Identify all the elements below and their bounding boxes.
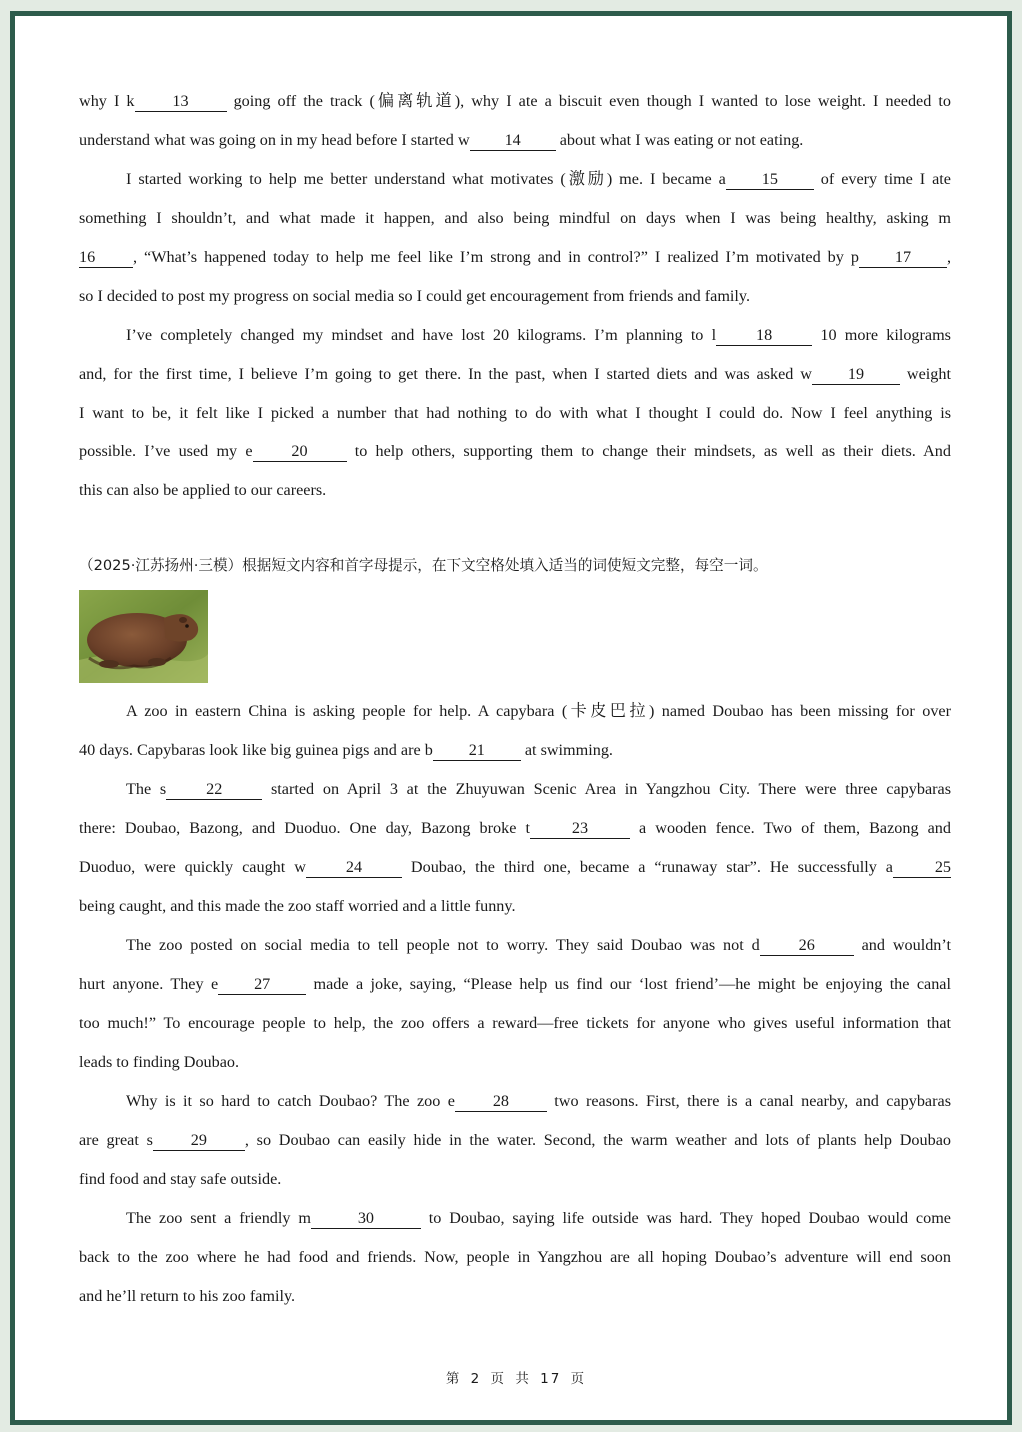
- passage1-line: [126, 167, 951, 191]
- passage2-line: [126, 699, 951, 723]
- text-run: and, for the first time, I believe I’m going to get there. In the past, when I started diets and was asked w: [79, 365, 813, 383]
- text-run: find food and stay safe outside.: [79, 1170, 282, 1188]
- blank-14[interactable]: 14: [470, 131, 556, 151]
- text-run: Why is it so hard to catch Doubao? The zoo e: [126, 1092, 455, 1110]
- text-run: this can also be applied to our careers.: [79, 481, 327, 499]
- passage2-line: [79, 1128, 951, 1152]
- text-run: and wouldn’t: [853, 936, 951, 954]
- text-run: possible. I’ve used my e: [79, 442, 253, 460]
- text-run: started on April 3 at the Zhuyuwan Scenic Area in Yangzhou City. There were three capybaras: [262, 780, 951, 798]
- text-run: I started working to help me better understand what motivates (激励) me. I became a: [126, 170, 726, 188]
- passage1-line: [79, 478, 951, 502]
- text-run: a wooden fence. Two of them, Bazong and: [629, 819, 951, 837]
- text-run: so I decided to post my progress on social media so I could get encouragement from friends and family.: [79, 287, 750, 305]
- text-run: The zoo sent a friendly m: [126, 1209, 311, 1227]
- text-run: going off the track (偏离轨道), why I ate a biscuit even though I wanted to lose weight. I needed to: [226, 92, 951, 110]
- text-run: , “What’s happened today to help me feel like I’m strong and in control?” I realized I’m motivated by p: [133, 248, 859, 266]
- passage2-line: [79, 855, 951, 879]
- text-run: there: Doubao, Bazong, and Duoduo. One day, Bazong broke t: [79, 819, 530, 837]
- passage2-line: [79, 1245, 951, 1269]
- text-run: understand what was going on in my head before I started w: [79, 131, 470, 149]
- text-run: The s: [126, 780, 167, 798]
- blank-13[interactable]: 13: [135, 92, 227, 112]
- text-run: , so Doubao can easily hide in the water. Second, the warm weather and lots of plants help Doubao: [244, 1131, 951, 1149]
- text-run: being caught, and this made the zoo staff worried and a little funny.: [79, 897, 516, 915]
- blank-19[interactable]: 19: [812, 365, 900, 385]
- text-run: I want to be, it felt like I picked a number that had nothing to do with what I thought I could do. Now I feel anything is: [79, 404, 951, 422]
- passage2-line: [79, 1050, 951, 1074]
- text-run: why I k: [79, 92, 135, 110]
- passage1-line: [79, 245, 951, 269]
- text-run: Duoduo, were quickly caught w: [79, 858, 306, 876]
- capybara-photo: [79, 590, 208, 683]
- text-run: ,: [946, 248, 951, 266]
- text-run: to help others, supporting them to change their mindsets, as well as their diets. And: [346, 442, 951, 460]
- passage2-line: [79, 738, 951, 762]
- passage1-line: [79, 284, 951, 308]
- page-number: 第 2 页 共 17 页: [445, 1371, 587, 1387]
- passage1-line: [79, 362, 951, 386]
- text-run: I’ve completely changed my mindset and have lost 20 kilograms. I’m planning to l: [126, 326, 717, 344]
- blank-17[interactable]: 17: [859, 248, 947, 268]
- passage1-line: [126, 323, 951, 347]
- text-run: Doubao, the third one, became a “runaway star”. He successfully a: [401, 858, 893, 876]
- passage2-line: [79, 1011, 951, 1035]
- passage2-line: [79, 1167, 951, 1191]
- text-run: something I shouldn’t, and what made it happen, and also being mindful on days when I was being healthy, asking m: [79, 209, 951, 227]
- passage2-line: [126, 1206, 951, 1230]
- blank-28[interactable]: 28: [455, 1092, 547, 1112]
- blank-20[interactable]: 20: [253, 442, 347, 462]
- blank-18[interactable]: 18: [716, 326, 812, 346]
- text-run: made a joke, saying, “Please help us find our ‘lost friend’—he might be enjoying the canal: [306, 975, 951, 993]
- passage2-line: [79, 972, 951, 996]
- blank-21[interactable]: 21: [433, 741, 521, 761]
- text-run: back to the zoo where he had food and friends. Now, people in Yangzhou are all hoping Doubao’s adventure will end soon: [79, 1248, 951, 1266]
- passage1-line: [79, 439, 951, 463]
- text-run: 40 days. Capybaras look like big guinea pigs and are b: [79, 741, 433, 759]
- blank-22[interactable]: 22: [166, 780, 262, 800]
- blank-16[interactable]: 16: [79, 248, 133, 268]
- text-run: leads to finding Doubao.: [79, 1053, 240, 1071]
- page: [10, 11, 1012, 1425]
- text-run: The zoo posted on social media to tell people not to worry. They said Doubao was not d: [126, 936, 760, 954]
- passage1-line: [79, 401, 951, 425]
- section-instructions: （2025·江苏扬州·三模）根据短文内容和首字母提示，在下文空格处填入适当的词使短文完整，每空一词。: [79, 557, 768, 574]
- text-run: 10 more kilograms: [812, 326, 951, 344]
- blank-26[interactable]: 26: [760, 936, 854, 956]
- text-run: two reasons. First, there is a canal nearby, and capybaras: [546, 1092, 951, 1110]
- passage1-line: [79, 128, 951, 152]
- passage2-line: [79, 1284, 951, 1308]
- text-run: A zoo in eastern China is asking people for help. A capybara (卡皮巴拉) named Doubao has been missing for over: [126, 702, 951, 720]
- text-run: about what I was eating or not eating.: [555, 131, 804, 149]
- text-run: to Doubao, saying life outside was hard. They hoped Doubao would come: [420, 1209, 951, 1227]
- blank-25[interactable]: 25: [893, 858, 951, 878]
- passage1-line: [79, 206, 951, 230]
- passage2-line: [126, 933, 951, 957]
- passage2-line: [126, 777, 951, 801]
- text-run: weight: [900, 365, 951, 383]
- blank-15[interactable]: 15: [726, 170, 814, 190]
- blank-24[interactable]: 24: [306, 858, 402, 878]
- blank-30[interactable]: 30: [311, 1209, 421, 1229]
- blank-27[interactable]: 27: [218, 975, 306, 995]
- text-run: at swimming.: [520, 741, 613, 759]
- text-run: and he’ll return to his zoo family.: [79, 1287, 296, 1305]
- passage2-line: [79, 894, 951, 918]
- passage2-line: [79, 816, 951, 840]
- blank-29[interactable]: 29: [153, 1131, 245, 1151]
- text-run: of every time I ate: [813, 170, 951, 188]
- passage1-line: [79, 89, 951, 113]
- passage2-line: [126, 1089, 951, 1113]
- text-run: are great s: [79, 1131, 153, 1149]
- text-run: too much!” To encourage people to help, the zoo offers a reward—free tickets for anyone who gives useful information that: [79, 1014, 951, 1032]
- blank-23[interactable]: 23: [530, 819, 630, 839]
- text-run: hurt anyone. They e: [79, 975, 219, 993]
